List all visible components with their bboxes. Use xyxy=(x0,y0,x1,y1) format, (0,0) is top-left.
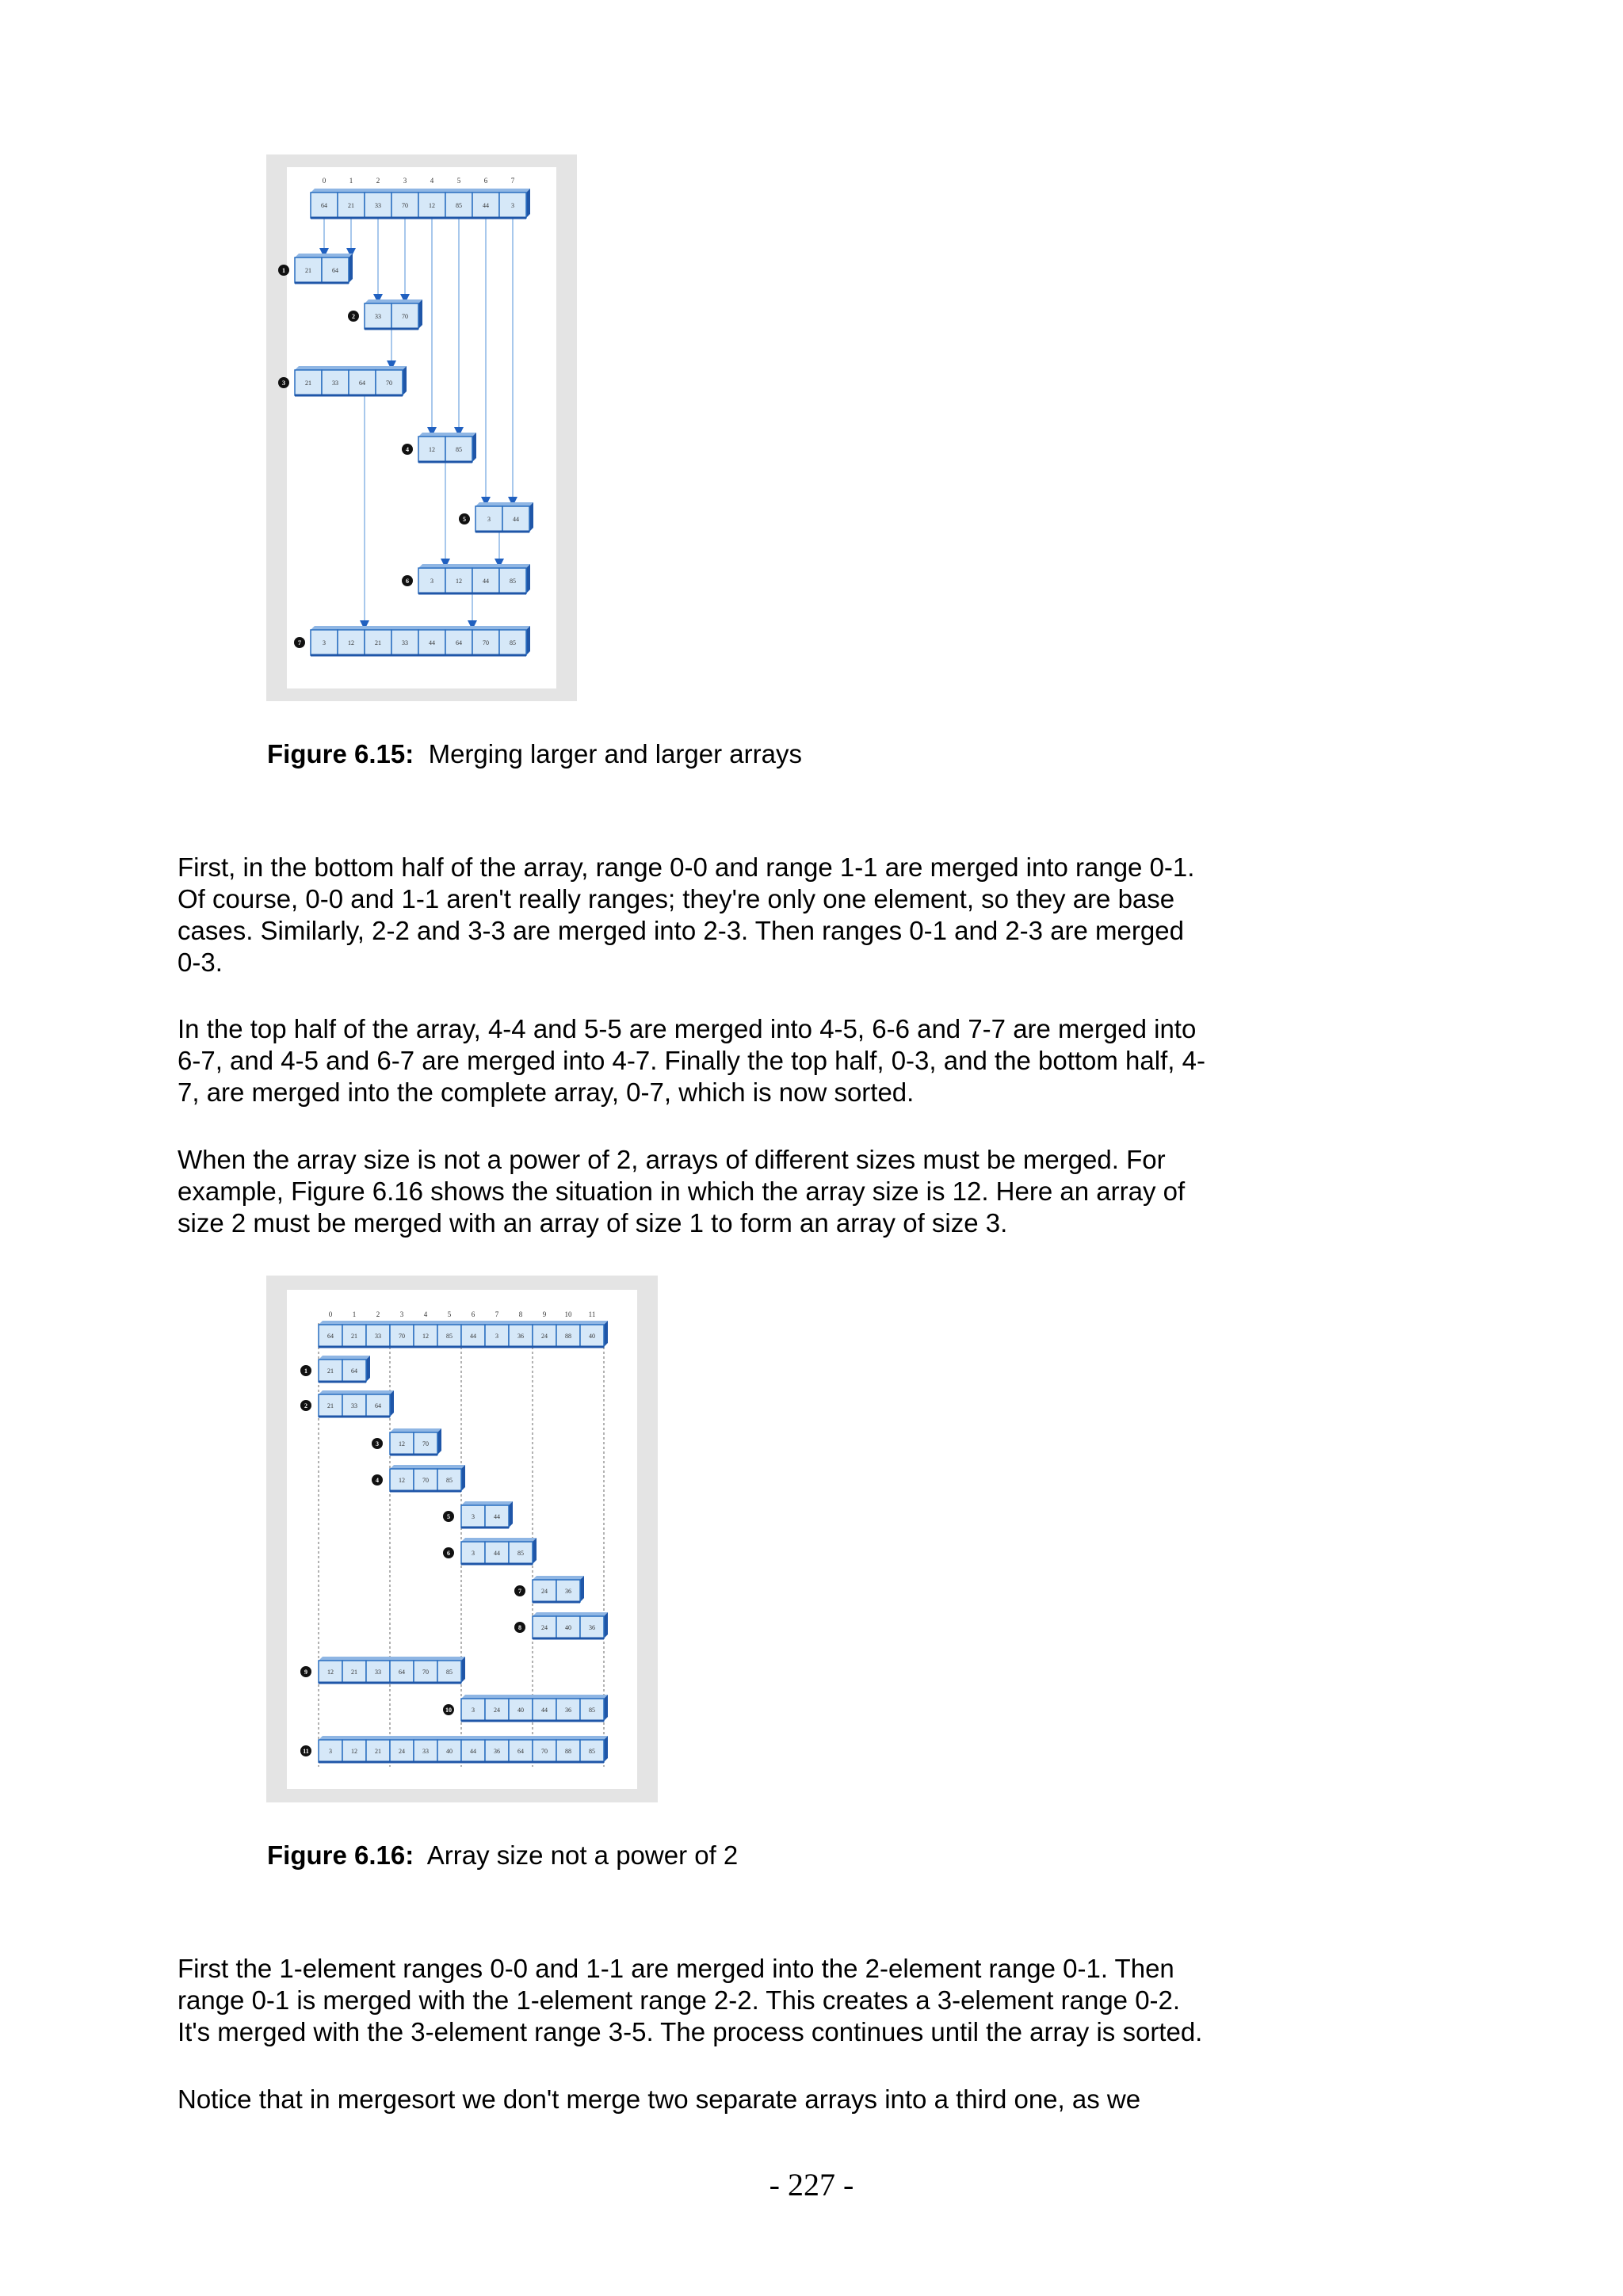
text-line: First, in the bottom half of the array, range 0-0 and range 1-1 are merged into range 0-1. xyxy=(178,852,1195,882)
paragraph-5 xyxy=(178,2084,1271,2115)
figure-6-15-row-cell-value: 70 xyxy=(483,639,489,646)
figure-6-16-row-cell-value: 36 xyxy=(517,1333,524,1340)
figure-6-15-index-label: 1 xyxy=(349,177,353,185)
figure-6-15-step-number: 7 xyxy=(298,639,301,646)
figure-6-16-row-cell-value: 44 xyxy=(470,1748,476,1755)
text-line: It's merged with the 3-element range 3-5. The process continues until the array is sorted. xyxy=(178,2017,1203,2046)
figure-6-16-row-cell-value: 24 xyxy=(541,1624,548,1631)
figure-6-16-label: Figure 6.16: xyxy=(267,1840,414,1870)
figure-6-16-row-cell-value: 64 xyxy=(351,1367,357,1375)
figure-6-16-row-cell-value: 70 xyxy=(422,1440,429,1447)
figure-6-15-index-label: 5 xyxy=(456,177,461,185)
text-line: example, Figure 6.16 shows the situation in which the array size is 12. Here an array of xyxy=(178,1177,1186,1206)
figure-6-15-row-cell-value: 33 xyxy=(375,202,381,209)
figure-6-15-row-cell-value: 12 xyxy=(429,446,435,453)
figure-6-16-index-label: 11 xyxy=(588,1310,596,1318)
figure-6-16-step-number: 4 xyxy=(376,1477,379,1484)
figure-6-15-index-label: 7 xyxy=(510,177,515,185)
figure-6-16-step-number: 1 xyxy=(304,1367,307,1375)
figure-6-16-row-cell-value: 40 xyxy=(446,1748,453,1755)
figure-6-15-row-cell-value: 33 xyxy=(402,639,408,646)
figure-6-16 xyxy=(266,1276,658,1802)
figure-6-15-row-cell-value: 70 xyxy=(402,202,408,209)
figure-6-15-row-cell-value: 85 xyxy=(456,446,462,453)
figure-6-16-row-cell-value: 24 xyxy=(399,1748,405,1755)
figure-6-16-index-label: 4 xyxy=(423,1310,428,1318)
paragraph-4 xyxy=(178,1953,1271,2048)
figure-6-16-row-cell-value: 88 xyxy=(565,1333,571,1340)
figure-6-15-row-cell-value: 64 xyxy=(456,639,462,646)
figure-6-16-caption xyxy=(267,1840,738,1871)
figure-6-16-row-cell-value: 85 xyxy=(589,1748,595,1755)
figure-6-15-index-label: 0 xyxy=(322,177,327,185)
figure-6-16-index-label: 2 xyxy=(376,1310,380,1318)
figure-6-16-row-cell-value: 64 xyxy=(399,1669,405,1676)
figure-6-16-index-label: 6 xyxy=(471,1310,475,1318)
figure-6-15-step-number: 2 xyxy=(352,313,355,320)
text-line: 0-3. xyxy=(178,948,223,977)
figure-6-16-row-cell-value: 44 xyxy=(470,1333,476,1340)
figure-6-16-row-cell-value: 21 xyxy=(351,1669,357,1676)
figure-6-16-row-cell-value: 40 xyxy=(517,1707,524,1714)
figure-6-16-index-label: 1 xyxy=(352,1310,357,1318)
figure-6-15-index-label: 6 xyxy=(483,177,488,185)
figure-6-16-row-cell-value: 21 xyxy=(375,1748,381,1755)
figure-6-16-row-cell-value: 3 xyxy=(495,1333,498,1340)
figure-6-15 xyxy=(266,154,577,701)
figure-6-15-row-cell-value: 64 xyxy=(321,202,327,209)
text-line: 7, are merged into the complete array, 0-7, which is now sorted. xyxy=(178,1077,915,1107)
figure-6-15-row-cell-value: 64 xyxy=(332,267,338,274)
figure-6-16-row-cell-value: 70 xyxy=(422,1477,429,1484)
figure-6-15-row-cell-value: 12 xyxy=(348,639,354,646)
figure-6-16-row-cell-value: 33 xyxy=(375,1669,381,1676)
figure-6-15-row-cell-value: 85 xyxy=(456,202,462,209)
figure-6-16-step-number: 11 xyxy=(303,1748,309,1755)
figure-6-15-row-cell-value: 44 xyxy=(429,639,435,646)
figure-6-15-row-cell-value: 33 xyxy=(332,379,338,387)
figure-6-15-row-cell-value: 85 xyxy=(510,639,516,646)
text-line: When the array size is not a power of 2, arrays of different sizes must be merged. For xyxy=(178,1145,1166,1174)
figure-6-15-label: Figure 6.15: xyxy=(267,739,414,769)
text-line: Of course, 0-0 and 1-1 aren't really ranges; they're only one element, so they are base xyxy=(178,884,1175,913)
figure-6-16-row-cell-value: 40 xyxy=(565,1624,571,1631)
figure-6-16-diagram xyxy=(266,1276,658,1802)
figure-6-15-row-cell-value: 64 xyxy=(359,379,365,387)
figure-6-15-index-label: 2 xyxy=(376,177,380,185)
text-line: cases. Similarly, 2-2 and 3-3 are merged into 2-3. Then ranges 0-1 and 2-3 are merged xyxy=(178,916,1184,945)
figure-6-16-row-cell-value: 85 xyxy=(446,1669,453,1676)
figure-6-15-step-number: 5 xyxy=(463,516,466,523)
figure-6-16-row-cell-value: 36 xyxy=(565,1588,571,1595)
figure-6-15-row-cell-value: 21 xyxy=(348,202,354,209)
figure-6-16-index-label: 10 xyxy=(564,1310,572,1318)
page-number: - 227 - xyxy=(769,2167,854,2203)
figure-6-16-step-number: 8 xyxy=(518,1624,521,1631)
figure-6-16-index-label: 3 xyxy=(399,1310,404,1318)
figure-6-16-row-cell-value: 64 xyxy=(327,1333,334,1340)
figure-6-16-row-cell-value: 70 xyxy=(399,1333,405,1340)
figure-6-16-step-number: 10 xyxy=(445,1707,452,1714)
figure-6-16-row-cell-value: 24 xyxy=(541,1333,548,1340)
figure-6-16-step-number: 2 xyxy=(304,1402,307,1409)
figure-6-16-row-cell-value: 24 xyxy=(494,1707,500,1714)
figure-6-16-row-cell-value: 12 xyxy=(422,1333,429,1340)
figure-6-16-row-cell-value: 3 xyxy=(472,1550,475,1557)
figure-6-16-row-cell-value: 85 xyxy=(517,1550,524,1557)
figure-6-16-row-cell-value: 3 xyxy=(329,1748,332,1755)
text-line: size 2 must be merged with an array of size 1 to form an array of size 3. xyxy=(178,1208,1008,1238)
figure-6-16-step-number: 7 xyxy=(518,1588,521,1595)
figure-6-16-row-cell-value: 36 xyxy=(494,1748,500,1755)
figure-6-16-row-cell-value: 36 xyxy=(589,1624,595,1631)
figure-6-15-row-cell-value: 3 xyxy=(323,639,326,646)
figure-6-15-row-cell-value: 44 xyxy=(483,578,489,585)
figure-6-16-row-cell-value: 12 xyxy=(351,1748,357,1755)
figure-6-16-row-cell-value: 21 xyxy=(351,1333,357,1340)
figure-6-16-row-cell-value: 44 xyxy=(494,1550,500,1557)
figure-6-16-row-cell-value: 44 xyxy=(541,1707,548,1714)
figure-6-16-index-label: 5 xyxy=(447,1310,452,1318)
figure-6-16-row-cell-value: 12 xyxy=(399,1440,405,1447)
figure-6-16-row-cell-value: 70 xyxy=(422,1669,429,1676)
figure-6-15-caption xyxy=(267,738,802,770)
figure-6-15-row-cell-value: 70 xyxy=(386,379,392,387)
figure-6-15-row-cell-value: 3 xyxy=(511,202,514,209)
figure-6-15-row-cell-value: 44 xyxy=(513,516,519,523)
figure-6-15-diagram xyxy=(266,154,577,701)
text-line: range 0-1 is merged with the 1-element range 2-2. This creates a 3-element range 0-2. xyxy=(178,1985,1181,2015)
figure-6-15-row-cell-value: 33 xyxy=(375,313,381,320)
figure-6-15-row-cell-value: 70 xyxy=(402,313,408,320)
figure-6-16-row-cell-value: 12 xyxy=(399,1477,405,1484)
paragraph-1 xyxy=(178,852,1271,978)
figure-6-16-row-cell-value: 64 xyxy=(517,1748,524,1755)
figure-6-15-step-number: 3 xyxy=(282,379,285,387)
figure-6-15-step-number: 1 xyxy=(282,267,285,274)
figure-6-16-index-label: 9 xyxy=(542,1310,547,1318)
figure-6-16-row-cell-value: 88 xyxy=(565,1748,571,1755)
figure-6-15-row-cell-value: 85 xyxy=(510,578,516,585)
figure-6-16-row-cell-value: 33 xyxy=(351,1402,357,1409)
figure-6-16-row-cell-value: 21 xyxy=(327,1367,334,1375)
figure-6-16-step-number: 9 xyxy=(304,1669,307,1676)
figure-6-16-row-cell-value: 24 xyxy=(541,1588,548,1595)
figure-6-15-row-cell-value: 21 xyxy=(375,639,381,646)
figure-6-16-row-cell-value: 12 xyxy=(327,1669,334,1676)
figure-6-16-step-number: 6 xyxy=(447,1550,450,1557)
figure-6-15-title: Merging larger and larger arrays xyxy=(428,739,802,769)
figure-6-15-row-cell-value: 21 xyxy=(305,267,311,274)
figure-6-15-index-label: 4 xyxy=(430,177,434,185)
figure-6-15-row-cell-value: 3 xyxy=(430,578,433,585)
figure-6-15-row-cell-value: 12 xyxy=(456,578,462,585)
text-line: First the 1-element ranges 0-0 and 1-1 are merged into the 2-element range 0-1. Then xyxy=(178,1954,1174,1983)
figure-6-16-step-number: 3 xyxy=(376,1440,379,1447)
text-line: Notice that in mergesort we don't merge two separate arrays into a third one, as we xyxy=(178,2084,1141,2114)
figure-6-15-row-cell-value: 12 xyxy=(429,202,435,209)
text-line: 6-7, and 4-5 and 6-7 are merged into 4-7. Finally the top half, 0-3, and the bottom half, 4- xyxy=(178,1046,1205,1075)
figure-6-16-row-cell-value: 85 xyxy=(589,1707,595,1714)
figure-6-15-step-number: 4 xyxy=(406,446,409,453)
figure-6-15-row-cell-value: 44 xyxy=(483,202,489,209)
figure-6-16-row-cell-value: 21 xyxy=(327,1402,334,1409)
figure-6-16-step-number: 5 xyxy=(447,1513,450,1520)
figure-6-16-index-label: 8 xyxy=(518,1310,523,1318)
figure-6-16-row-cell-value: 40 xyxy=(589,1333,595,1340)
figure-6-16-row-cell-value: 33 xyxy=(375,1333,381,1340)
figure-6-16-row-cell-value: 44 xyxy=(494,1513,500,1520)
figure-6-15-row-cell-value: 21 xyxy=(305,379,311,387)
figure-6-16-index-label: 0 xyxy=(328,1310,333,1318)
figure-6-15-step-number: 6 xyxy=(406,578,409,585)
figure-6-16-title: Array size not a power of 2 xyxy=(426,1840,739,1870)
paragraph-2 xyxy=(178,1013,1271,1108)
figure-6-16-row-cell-value: 85 xyxy=(446,1477,453,1484)
figure-6-16-row-cell-value: 33 xyxy=(422,1748,429,1755)
figure-6-16-index-label: 7 xyxy=(495,1310,499,1318)
paragraph-3 xyxy=(178,1144,1271,1239)
figure-6-15-index-label: 3 xyxy=(403,177,407,185)
figure-6-16-row-cell-value: 36 xyxy=(565,1707,571,1714)
figure-6-16-row-cell-value: 64 xyxy=(375,1402,381,1409)
text-line: In the top half of the array, 4-4 and 5-5 are merged into 4-5, 6-6 and 7-7 are merged into xyxy=(178,1014,1197,1043)
figure-6-16-row-cell-value: 85 xyxy=(446,1333,453,1340)
figure-6-15-row-cell-value: 3 xyxy=(487,516,491,523)
figure-6-16-row-cell-value: 70 xyxy=(541,1748,548,1755)
figure-6-16-row-cell-value: 3 xyxy=(472,1707,475,1714)
figure-6-16-row-cell-value: 3 xyxy=(472,1513,475,1520)
